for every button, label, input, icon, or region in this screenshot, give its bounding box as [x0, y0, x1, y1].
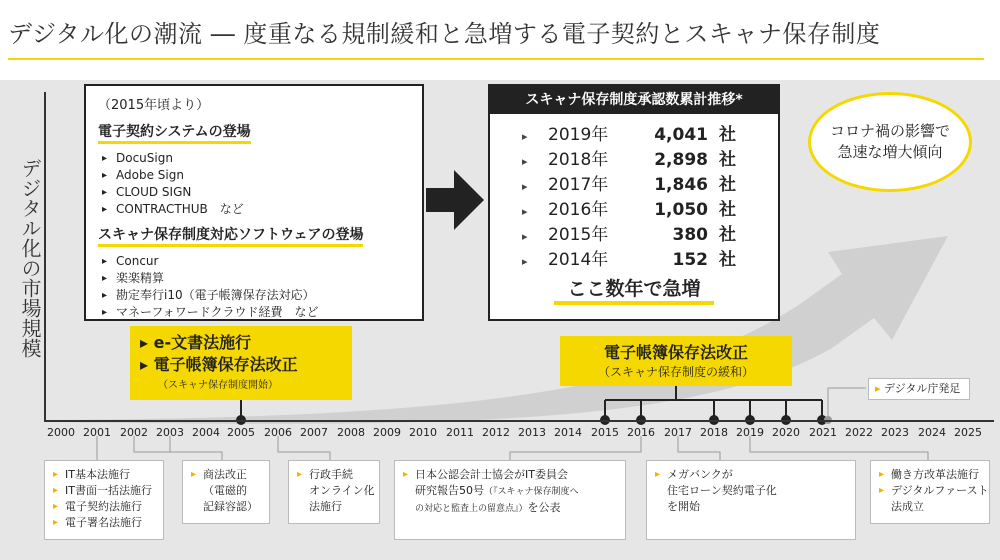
- year-label: 2016: [627, 426, 655, 439]
- page-title: デジタル化の潮流 ― 度重なる規制緩和と急増する電子契約とスキャナ保存制度: [8, 20, 881, 48]
- stats-count: 4,041: [654, 125, 708, 145]
- year-label: 2000: [47, 426, 75, 439]
- bullet-icon: ▸: [522, 130, 528, 143]
- event-item-cont: を開始: [667, 500, 700, 513]
- y-axis-line: [44, 92, 46, 422]
- stats-count: 1,050: [654, 200, 708, 220]
- scanner-software-item: ▸ 楽楽精算: [98, 270, 410, 287]
- year-label: 2011: [446, 426, 474, 439]
- stats-year: 2016年: [548, 200, 609, 220]
- event-box-2002: [182, 460, 270, 524]
- event-item-cont: の対応と監査上の留意点』）を公表: [415, 501, 561, 514]
- event-item: ▸ メガバンクが: [655, 467, 847, 483]
- event-item: ▸ 電子署名法施行: [53, 515, 155, 531]
- stats-header: スキャナ保存制度承認数累計推移*: [490, 86, 778, 114]
- event-item: ▸ 働き方改革法施行: [879, 467, 981, 483]
- scanner-software-item: ▸ 勘定奉行i10（電子帳簿保存法対応）: [98, 287, 410, 304]
- econtract-section-title: 電子契約システムの登場: [98, 121, 251, 144]
- event-box-2001: [44, 460, 164, 540]
- year-label: 2022: [845, 426, 873, 439]
- event-item-cont: オンライン化: [309, 484, 375, 497]
- year-label: 2012: [482, 426, 510, 439]
- event-item-cont: （電磁的: [203, 484, 247, 497]
- stats-unit: 社: [719, 250, 736, 270]
- event-item-cont: 研究報告50号（『スキャナ保存制度へ: [415, 484, 579, 497]
- event-item-cont: 住宅ローン契約電子化: [667, 484, 777, 497]
- year-label: 2023: [881, 426, 909, 439]
- event-box-2017: [646, 460, 856, 540]
- right-arrow-icon: [426, 170, 484, 230]
- approval-stats-box: [488, 84, 780, 321]
- covid-bubble: [808, 92, 972, 192]
- callout-2005-line: ▸ e-文書法施行: [140, 333, 252, 352]
- stats-year: 2018年: [548, 150, 609, 170]
- bullet-icon: ▸: [522, 180, 528, 193]
- stats-row: [522, 145, 778, 170]
- stats-count: 1,846: [654, 175, 708, 195]
- year-label: 2018: [700, 426, 728, 439]
- stats-unit: 社: [719, 200, 736, 220]
- year-label: 2002: [120, 426, 148, 439]
- year-label: 2006: [264, 426, 292, 439]
- bullet-icon: ▸: [522, 205, 528, 218]
- event-box-2003: [288, 460, 380, 524]
- year-label: 2014: [554, 426, 582, 439]
- econtract-item: ▸ DocuSign: [98, 150, 410, 167]
- year-label: 2008: [337, 426, 365, 439]
- digital-agency-tag: ▸ デジタル庁発足: [868, 378, 970, 400]
- stats-year: 2015年: [548, 225, 609, 245]
- stats-row: [522, 195, 778, 220]
- bullet-icon: ▸: [522, 155, 528, 168]
- bubble-line: 急速な増大傾向: [837, 143, 943, 161]
- event-item: ▸ IT基本法施行: [53, 467, 155, 483]
- callout-2015-sub: （スキャナ保存制度の緩和）: [597, 365, 754, 379]
- bullet-icon: ▸: [522, 255, 528, 268]
- econtract-item: ▸ Adobe Sign: [98, 167, 410, 184]
- stats-count: 152: [672, 250, 708, 270]
- scanner-software-section-title: スキャナ保存制度対応ソフトウェアの登場: [98, 224, 363, 247]
- year-label: 2003: [156, 426, 184, 439]
- event-item-cont: 記録容認）: [203, 500, 258, 513]
- stats-year: 2019年: [548, 125, 609, 145]
- stats-footer: ここ数年で急増: [554, 274, 714, 305]
- software-box: [84, 84, 424, 321]
- year-label: 2021: [809, 426, 837, 439]
- scanner-software-item: ▸ Concur: [98, 253, 410, 270]
- callout-2005: [130, 326, 352, 400]
- stats-unit: 社: [719, 225, 736, 245]
- year-label: 2020: [772, 426, 800, 439]
- year-label: 2015: [591, 426, 619, 439]
- callout-2015: [560, 336, 792, 386]
- stats-unit: 社: [719, 125, 736, 145]
- year-label: 2017: [664, 426, 692, 439]
- year-label: 2010: [409, 426, 437, 439]
- bottom-connectors: [97, 436, 928, 460]
- bullet-icon: ▸: [875, 382, 881, 395]
- year-label: 2024: [918, 426, 946, 439]
- callout-2015-title: 電子帳簿保存法改正: [603, 343, 748, 362]
- year-label: 2019: [736, 426, 764, 439]
- event-item-cont: 法成立: [891, 500, 924, 513]
- x-axis-line: [44, 420, 994, 422]
- econtract-item: ▸ CONTRACTHUB など: [98, 201, 410, 218]
- year-label: 2005: [227, 426, 255, 439]
- callout-2005-sub: （スキャナ保存制度開始）: [158, 380, 278, 391]
- year-label: 2025: [954, 426, 982, 439]
- year-label: 2004: [192, 426, 220, 439]
- event-item: ▸ 行政手続: [297, 467, 371, 483]
- stats-year: 2014年: [548, 250, 609, 270]
- stats-unit: 社: [719, 175, 736, 195]
- event-box-2016: [394, 460, 626, 540]
- stats-row: [522, 170, 778, 195]
- scanner-software-item: ▸ マネーフォワードクラウド経費 など: [98, 304, 410, 321]
- stats-year: 2017年: [548, 175, 609, 195]
- year-label: 2013: [518, 426, 546, 439]
- year-label: 2009: [373, 426, 401, 439]
- stats-count: 2,898: [654, 150, 708, 170]
- stats-count: 380: [672, 225, 708, 245]
- event-item-cont: 法施行: [309, 500, 342, 513]
- stats-row: [522, 120, 778, 145]
- year-label: 2007: [300, 426, 328, 439]
- bullet-icon: ▸: [522, 230, 528, 243]
- vertical-axis-label: デジタル化の市場規模: [18, 158, 42, 358]
- era-label: （2015年頃より）: [98, 98, 210, 113]
- stats-row: [522, 245, 778, 270]
- event-item: ▸ デジタルファースト: [879, 483, 981, 499]
- event-item: ▸ 日本公認会計士協会がIT委員会: [403, 467, 617, 483]
- econtract-item: ▸ CLOUD SIGN: [98, 184, 410, 201]
- year-label: 2001: [83, 426, 111, 439]
- event-item: ▸ 商法改正: [191, 467, 261, 483]
- event-box-2019: [870, 460, 990, 524]
- event-item: ▸ IT書面一括法施行: [53, 483, 155, 499]
- callout-2005-line: ▸ 電子帳簿保存法改正: [140, 355, 298, 374]
- event-item: ▸ 電子契約法施行: [53, 499, 155, 515]
- stats-row: [522, 220, 778, 245]
- stats-unit: 社: [719, 150, 736, 170]
- bubble-line: コロナ禍の影響で: [829, 122, 950, 140]
